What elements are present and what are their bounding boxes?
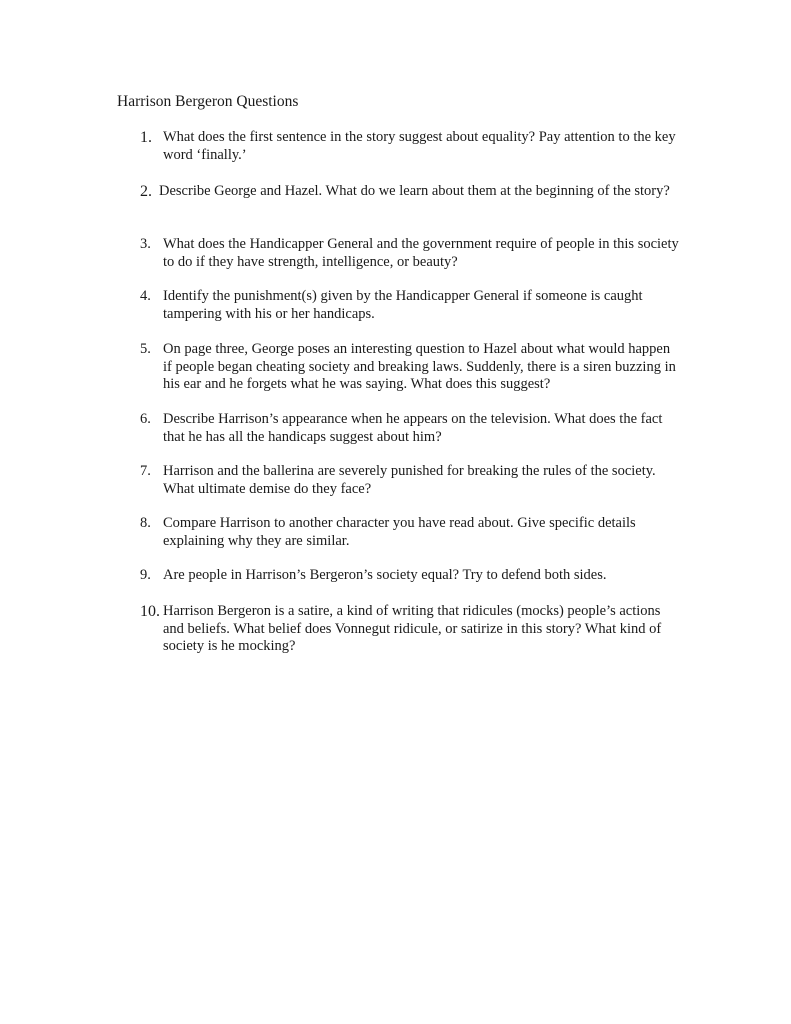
question-text: On page three, George poses an interesting question to Hazel about what would happen if people began cheating society and breaking laws. Suddenly, there is a siren buzzing in his ear and he forgets what he was saying. What does this suggest? <box>163 341 676 393</box>
document-title: Harrison Bergeron Questions <box>117 93 299 110</box>
question-item <box>140 515 680 550</box>
question-text: Identify the punishment(s) given by the Handicapper General if someone is caught tampering with his or her handicaps. <box>163 288 643 322</box>
question-item <box>140 236 680 271</box>
question-text: What does the Handicapper General and the government require of people in this society to do if they have strength, intelligence, or beauty? <box>163 236 679 270</box>
question-item <box>140 603 680 656</box>
question-text: Harrison and the ballerina are severely punished for breaking the rules of the society. What ultimate demise do they face? <box>163 463 656 497</box>
question-text: Describe Harrison’s appearance when he appears on the television. What does the fact that he has all the handicaps suggest about him? <box>163 411 663 445</box>
question-text: Are people in Harrison’s Bergeron’s society equal? Try to defend both sides. <box>163 567 607 583</box>
question-text: What does the first sentence in the story suggest about equality? Pay attention to the key word ‘finally.’ <box>163 129 676 163</box>
question-item <box>140 567 680 585</box>
question-item <box>140 463 680 498</box>
question-number: 7. <box>140 463 151 479</box>
question-item <box>140 341 680 394</box>
question-number: 2. <box>140 183 152 200</box>
question-number: 5. <box>140 341 151 357</box>
question-text: Harrison Bergeron is a satire, a kind of writing that ridicules (mocks) people’s actions and beliefs. What belief does Vonnegut ridicule, or satirize in this story? What kind of society is he mocking? <box>163 603 662 655</box>
question-item <box>140 288 680 323</box>
question-number: 4. <box>140 288 151 304</box>
question-text: Compare Harrison to another character you have read about. Give specific details explaining why they are similar. <box>163 515 636 549</box>
question-item <box>140 411 680 446</box>
question-number: 3. <box>140 236 151 252</box>
question-number: 9. <box>140 567 151 583</box>
question-number: 8. <box>140 515 151 531</box>
question-text: Describe George and Hazel. What do we learn about them at the beginning of the story? <box>159 183 670 199</box>
question-number: 6. <box>140 411 151 427</box>
question-item <box>140 183 680 201</box>
question-number: 1. <box>140 129 152 146</box>
question-item <box>140 129 680 164</box>
question-number: 10. <box>140 603 160 620</box>
